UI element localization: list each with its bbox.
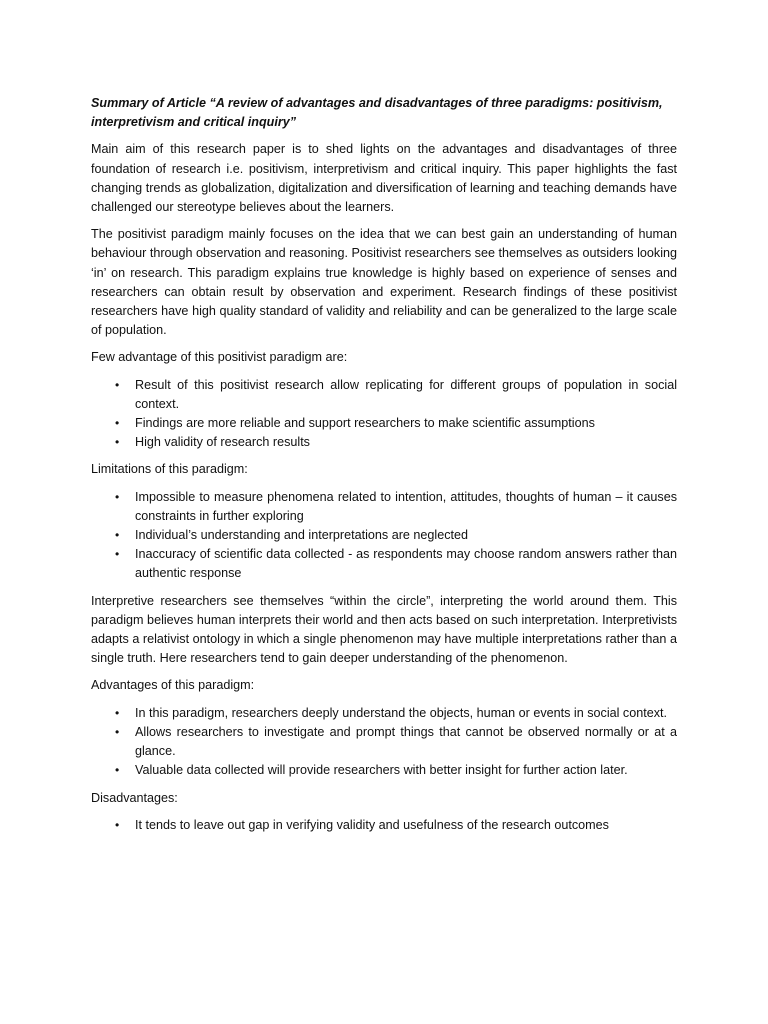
list-item: • Impossible to measure phenomena related to intention, attitudes, thoughts of human – it causes constraints in further exploring xyxy=(115,489,677,523)
bullet-icon: • xyxy=(115,489,120,504)
interpretivism-advantages-list xyxy=(91,704,677,781)
bullet-icon: • xyxy=(115,416,120,431)
positivism-advantages-label: Few advantage of this positivist paradigm are: xyxy=(91,350,348,365)
bullet-icon: • xyxy=(115,377,120,392)
list-item: • Result of this positivist research allow replicating for different groups of population in social context. xyxy=(115,377,677,411)
bullet-icon: • xyxy=(115,547,120,562)
intro-paragraph: Main aim of this research paper is to shed lights on the advantages and disadvantages of three foundation of research i.e. positivism, interpretivism and critical inquiry. This paper highlights the fast changing trends as globalization, digitalization and diversification of learning and teaching demands have challenged our stereotype believes about the learners. xyxy=(91,142,677,215)
interpretivism-disadvantages-label: Disadvantages: xyxy=(91,790,178,805)
positivism-advantages-list xyxy=(91,376,677,453)
positivism-limitations-list xyxy=(91,488,677,584)
bullet-icon: • xyxy=(115,817,120,832)
list-item: • Inaccuracy of scientific data collected - as respondents may choose random answers rather than authentic response xyxy=(115,547,677,581)
bullet-icon: • xyxy=(115,763,120,778)
bullet-icon: • xyxy=(115,705,120,720)
interpretivism-paragraph: Interpretive researchers see themselves “within the circle”, interpreting the world around them. This paradigm believes human interprets their world and then acts based on such interpretation. Interpretivists adapts a relativist ontology in which a single phenomenon may have multiple interpretations rather than a single truth. Here researchers tend to gain deeper understanding of the phenomenon. xyxy=(91,593,677,666)
list-item: • Individual’s understanding and interpretations are neglected xyxy=(135,526,677,545)
positivism-paragraph: The positivist paradigm mainly focuses on the idea that we can best gain an understanding of human behaviour through observation and reasoning. Positivist researchers see themselves as outsiders looking ‘in’ on research. This paradigm explains true knowledge is highly based on experience of senses and researchers can obtain result by observation and experiment. Research findings of these positivist researchers have high quality standard of validity and reliability and can be generalized to the large scale of population. xyxy=(91,227,677,338)
list-item: • It tends to leave out gap in verifying validity and usefulness of the research outcomes xyxy=(135,816,677,835)
interpretivism-disadvantages-list xyxy=(91,816,677,835)
list-item: • In this paradigm, researchers deeply understand the objects, human or events in social context. xyxy=(135,704,677,723)
positivism-limitations-label: Limitations of this paradigm: xyxy=(91,462,248,477)
article-title: Summary of Article “A review of advantages and disadvantages of three paradigms: positivism, interpretivism and critical inquiry” xyxy=(91,96,663,130)
list-item: • Allows researchers to investigate and prompt things that cannot be observed normally or at a glance. xyxy=(115,724,677,759)
bullet-icon: • xyxy=(115,435,120,450)
bullet-icon: • xyxy=(115,528,120,543)
list-item: • Valuable data collected will provide researchers with better insight for further action later. xyxy=(135,761,677,780)
bullet-icon: • xyxy=(115,724,120,739)
interpretivism-advantages-label: Advantages of this paradigm: xyxy=(91,678,255,693)
list-item: • Findings are more reliable and support researchers to make scientific assumptions xyxy=(135,414,677,433)
list-item: • High validity of research results xyxy=(135,433,677,452)
